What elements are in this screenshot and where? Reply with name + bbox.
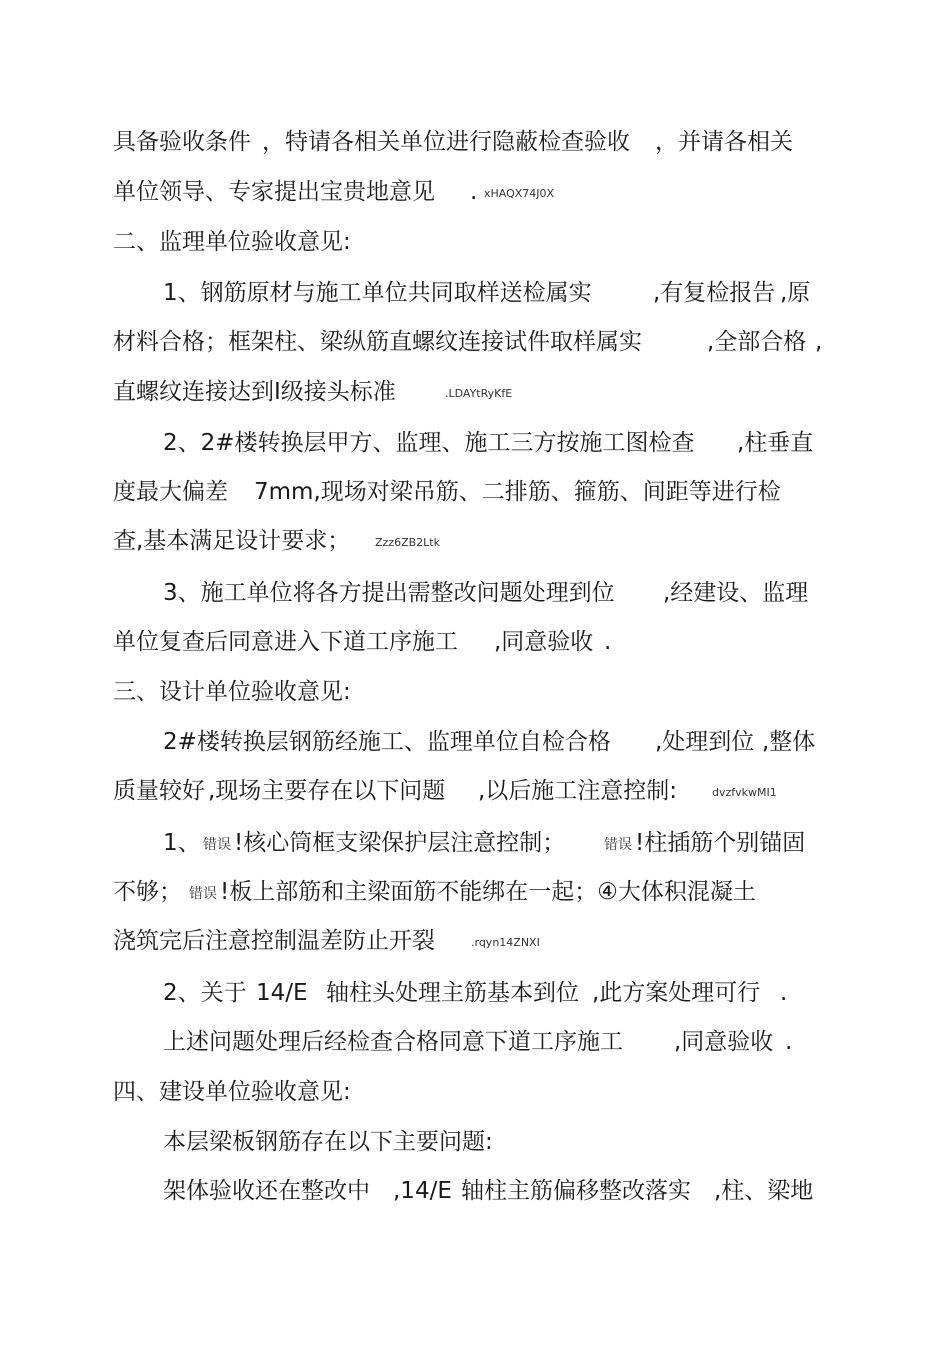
text-segment: 2#楼转换层钢筋经施工、监理单位自检合格 <box>163 729 611 755</box>
code-marker: .LDAYtRyKfE <box>445 387 513 400</box>
text-segment: 轴柱头处理主筋基本到位 <box>326 980 579 1006</box>
error-marker: 错误 <box>203 837 231 853</box>
text-segment: 四、建设单位验收意见: <box>113 1079 351 1105</box>
error-marker: 错误 <box>604 837 632 853</box>
text-segment: 二、监理单位验收意见: <box>113 229 351 255</box>
text-segment: . <box>604 629 612 655</box>
text-segment: 轴柱主筋偏移整改落实 <box>461 1178 691 1204</box>
text-segment: 查,基本满足设计要求； <box>113 528 351 554</box>
text-segment: 材料合格；框架柱、梁纵筋直螺纹连接试件取样属实 <box>113 329 642 355</box>
text-segment: . <box>470 179 478 205</box>
text-segment: 1、钢筋原材与施工单位共同取样送检属实 <box>163 280 592 306</box>
text-segment: 单位领导、专家提出宝贵地意见 <box>113 179 435 205</box>
text-segment: 7mm,现场对梁吊筋、二排筋、箍筋、间距等进行检 <box>254 479 781 505</box>
text-segment: 质量较好 <box>113 778 205 804</box>
text-segment: 不够； <box>113 879 182 905</box>
text-segment: . <box>780 980 788 1006</box>
text-segment: !柱插筋个别锚固 <box>635 830 806 856</box>
text-segment: 上述问题处理后经检查合格同意下道工序施工 <box>163 1029 623 1055</box>
text-segment: !核心筒框支梁保护层注意控制； <box>234 830 566 856</box>
text-segment: ,有复检报告 <box>653 280 776 306</box>
code-marker: .rqyn14ZNXI <box>471 936 540 949</box>
text-segment: ,此方案处理可行 <box>592 980 761 1006</box>
text-segment: . <box>785 1029 793 1055</box>
text-segment: 14/E <box>256 980 308 1006</box>
text-segment: 2、关于 <box>163 980 247 1006</box>
text-segment: ,原 <box>780 280 811 306</box>
code-marker: Zzz6ZB2Ltk <box>375 536 440 549</box>
code-marker: dvzfvkwMI1 <box>712 786 777 799</box>
text-segment: ,以后施工注意控制: <box>478 778 678 804</box>
text-segment: 浇筑完后注意控制温差防止开裂 <box>113 928 435 954</box>
text-segment: ,处理到位 <box>655 729 755 755</box>
error-marker: 错误 <box>189 886 217 902</box>
text-segment: , <box>815 329 823 355</box>
code-marker: xHAQX74J0X <box>484 187 555 200</box>
text-segment: 2、2#楼转换层甲方、监理、施工三方按施工图检查 <box>163 430 695 456</box>
text-segment: 架体验收还在整改中 <box>163 1178 370 1204</box>
text-segment: 三、设计单位验收意见: <box>113 679 351 705</box>
text-segment: !板上部筋和主梁面筋不能绑在一起；④大体积混凝土 <box>220 879 756 905</box>
text-segment: 具备验收条件 <box>113 129 251 155</box>
text-segment: ，特请各相关单位进行隐蔽检查验收 <box>262 129 630 155</box>
text-segment: ,柱垂直 <box>737 430 814 456</box>
text-segment: ，并请各相关 <box>655 129 793 155</box>
text-segment: ,现场主要存在以下问题 <box>208 778 446 804</box>
text-segment: 本层梁板钢筋存在以下主要问题: <box>163 1129 493 1155</box>
text-segment: 1、 <box>163 830 201 856</box>
text-segment: ,柱、梁地 <box>714 1178 814 1204</box>
text-segment: ,同意验收 <box>494 629 594 655</box>
text-segment: 单位复查后同意进入下道工序施工 <box>113 629 458 655</box>
text-segment: ,整体 <box>762 729 816 755</box>
text-segment: ,经建设、监理 <box>663 580 809 606</box>
text-segment: 3、施工单位将各方提出需整改问题处理到位 <box>163 580 615 606</box>
text-segment: ,全部合格 <box>707 329 807 355</box>
text-segment: 直螺纹连接达到Ⅰ级接头标准 <box>113 379 396 405</box>
text-segment: 度最大偏差 <box>113 479 228 505</box>
text-segment: ,同意验收 <box>674 1029 774 1055</box>
text-segment: ,14/E <box>393 1178 452 1204</box>
